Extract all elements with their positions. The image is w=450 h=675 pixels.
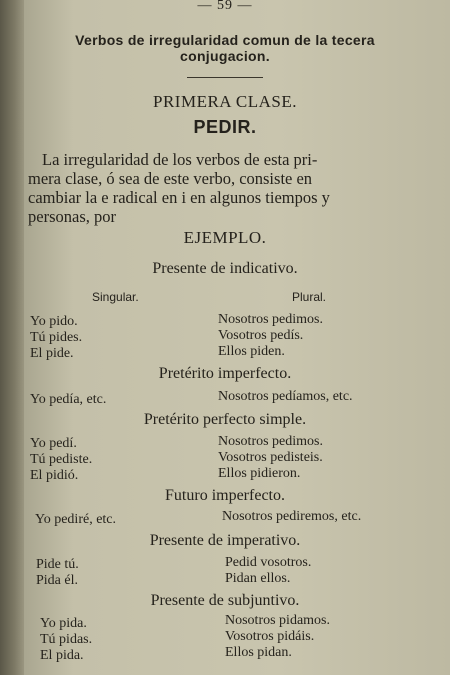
class-heading: PRIMERA CLASE. — [153, 92, 297, 111]
conjugation-right: Nosotros pediremos, etc. — [222, 509, 362, 524]
plural-label: Plural. — [292, 290, 327, 304]
conjugation-right: Ellos pidan. — [225, 645, 292, 660]
conjugation-right: Nosotros pedimos. — [218, 434, 323, 449]
singular-label: Singular. — [92, 290, 139, 304]
conjugation-right: Ellos piden. — [218, 344, 285, 359]
conjugation-left: El pida. — [40, 648, 84, 663]
title-rule — [187, 77, 263, 78]
conjugation-left: El pidió. — [30, 468, 79, 483]
conjugation-left: Pida él. — [36, 573, 78, 588]
conjugation-left: El pide. — [30, 346, 74, 361]
conjugation-left: Yo pedí. — [30, 436, 77, 451]
conjugation-right: Vosotros pedisteis. — [218, 450, 323, 465]
conjugation-left: Tú pides. — [30, 330, 83, 345]
conjugation-left: Yo pedía, etc. — [30, 392, 107, 407]
tense-futuro-imperfecto: Futuro imperfecto. — [165, 487, 285, 504]
intro-paragraph — [28, 150, 413, 226]
tense-preterito-imperfecto: Pretérito imperfecto. — [158, 365, 292, 382]
conjugation-left: Yo pediré, etc. — [35, 512, 117, 527]
conjugation-right: Nosotros pidamos. — [225, 613, 330, 628]
paragraph-line: personas, por — [28, 207, 116, 226]
conjugation-right: Nosotros pedimos. — [218, 312, 323, 327]
tense-presente-indicativo: Presente de indicativo. — [152, 260, 298, 277]
example-heading: EJEMPLO. — [183, 228, 267, 247]
paragraph-line: mera clase, ó sea de este verbo, consiste en — [28, 169, 313, 188]
conjugation-right: Pidan ellos. — [225, 571, 291, 586]
conjugation-right: Nosotros pedíamos, etc. — [218, 389, 353, 404]
paragraph-line: La irregularidad de los verbos de esta pri- — [42, 150, 318, 169]
conjugation-left: Yo pido. — [30, 314, 78, 329]
conjugation-left: Tú pidas. — [40, 632, 93, 647]
verb-heading: PEDIR. — [193, 117, 257, 137]
section-title-line2: conjugacion. — [180, 48, 270, 64]
page-number: — 59 — — [197, 0, 253, 13]
conjugation-left: Yo pida. — [40, 616, 87, 631]
conjugation-right: Ellos pidieron. — [218, 466, 301, 481]
conjugation-right: Pedid vosotros. — [225, 555, 312, 570]
conjugation-right: Vosotros pedís. — [218, 328, 304, 343]
conjugation-left: Tú pediste. — [30, 452, 93, 467]
conjugation-right: Vosotros pidáis. — [225, 629, 315, 644]
conjugation-left: Pide tú. — [36, 557, 79, 572]
paragraph-line: cambiar la e radical en i en algunos tiempos y — [28, 188, 330, 207]
tense-preterito-perfecto: Pretérito perfecto simple. — [143, 411, 307, 428]
tense-presente-subjuntivo: Presente de subjuntivo. — [150, 592, 300, 609]
tense-presente-imperativo: Presente de imperativo. — [149, 532, 301, 549]
section-title-line1: Verbos de irregularidad comun de la tecera — [75, 32, 375, 48]
